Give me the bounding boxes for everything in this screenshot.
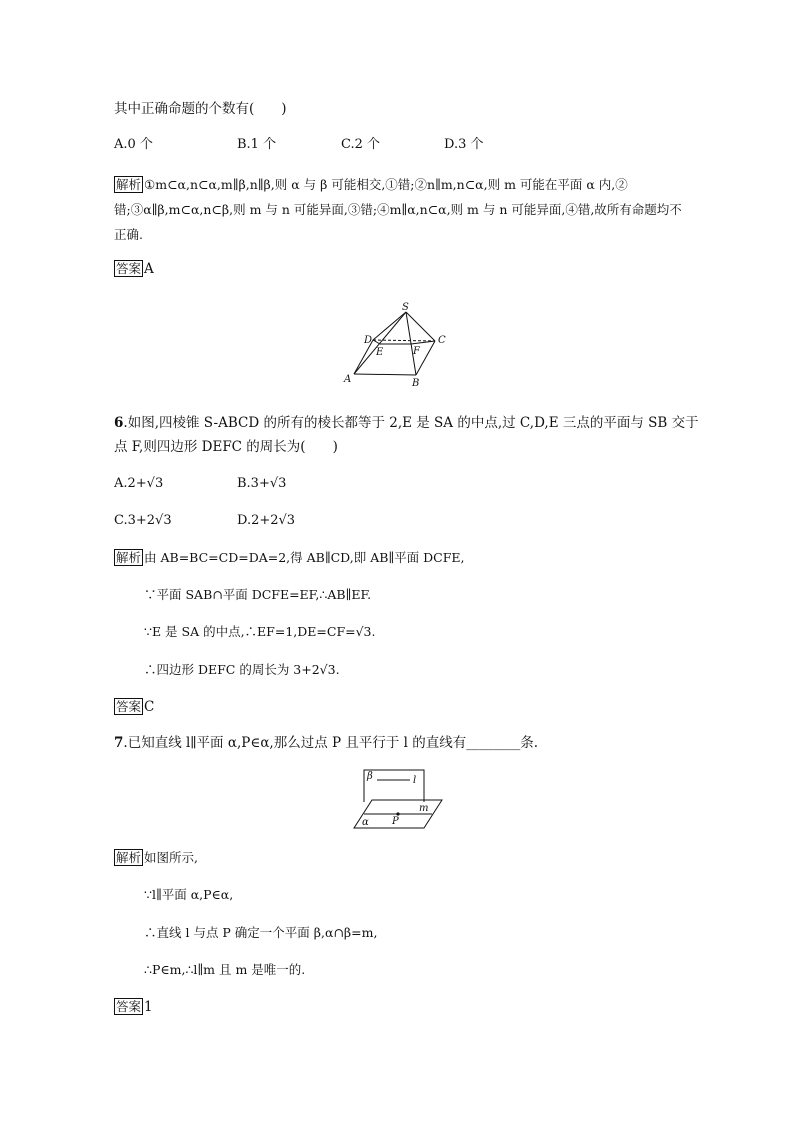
label-c: C — [438, 335, 446, 346]
label-e: E — [376, 347, 384, 358]
q6-analysis-line3: ∵E 是 SA 的中点,∴EF=1,DE=CF=√3. — [144, 624, 376, 639]
answer-tag: 答案 — [116, 699, 142, 714]
q6-analysis-line2: ∵平面 SAB∩平面 DCFE=EF,∴AB∥EF. — [144, 587, 372, 602]
label-l: l — [413, 775, 417, 786]
q6-analysis-text1: 由 AB=BC=CD=DA=2,得 AB∥CD,即 AB∥平面 DCFE, — [144, 550, 465, 565]
q6-option-a: A.2+√3 — [114, 476, 164, 491]
label-m: m — [419, 803, 429, 814]
answer-tag: 答案 — [116, 999, 142, 1014]
q5-stem-tail: 其中正确命题的个数有( ) — [114, 101, 287, 117]
q5-option-b: B.1 个 — [237, 137, 277, 152]
label-a: A — [344, 374, 352, 385]
q7-answer — [114, 997, 153, 1017]
q5-option-c: C.2 个 — [341, 137, 381, 152]
analysis-tag: 解析 — [116, 850, 142, 865]
answer-tag: 答案 — [116, 261, 142, 276]
label-b: B — [412, 378, 420, 389]
label-s: S — [402, 302, 409, 313]
pyramid-figure — [340, 298, 460, 390]
q7-analysis-line4: ∴P∈m,∴l∥m 且 m 是唯一的. — [144, 962, 306, 977]
q5-analysis — [114, 172, 682, 247]
q6-option-d: D.2+2√3 — [237, 513, 296, 528]
q7-analysis-line3: ∴直线 l 与点 P 确定一个平面 β,α∩β=m, — [144, 925, 378, 940]
q6-stem-line1 — [114, 413, 699, 433]
q5-option-d: D.3 个 — [444, 137, 484, 152]
label-f: F — [413, 346, 420, 357]
label-d: D — [364, 335, 373, 346]
q5-answer — [114, 259, 154, 279]
q5-answer-value: A — [144, 261, 154, 277]
q5-option-a: A.0 个 — [114, 137, 153, 152]
q7-answer-value: 1 — [144, 999, 153, 1015]
q6-option-b: B.3+√3 — [237, 476, 287, 491]
planes-figure — [350, 768, 446, 832]
q7-number: 7 — [114, 735, 124, 751]
label-p: P — [392, 816, 399, 827]
label-beta: β — [367, 771, 373, 782]
label-alpha: α — [362, 817, 369, 828]
q7-stem — [114, 733, 538, 753]
q6-analysis-line1 — [114, 548, 465, 568]
q6-stem-line2: 点 F,则四边形 DEFC 的周长为( ) — [114, 439, 338, 455]
q7-analysis-text1: 如图所示, — [144, 850, 198, 865]
analysis-tag: 解析 — [116, 177, 142, 192]
q6-analysis-line4: ∴四边形 DEFC 的周长为 3+2√3. — [144, 662, 340, 677]
q7-analysis-line1 — [114, 848, 198, 868]
q6-stem-text1: .如图,四棱锥 S-ABCD 的所有的棱长都等于 2,E 是 SA 的中点,过 C,D,E 三点的平面与 SB 交于 — [123, 415, 699, 431]
q5-analysis-text: ①m⊂α,n⊂α,m∥β,n∥β,则 α 与 β 可能相交,①错;②n∥m,n⊂α,则 m 可能在平面 α 内,②错;③α∥β,m⊂α,n⊂β,则 m 与 n 可能异面,③错;④m∥α,n⊂α,则 m 与 n 可能异面,④错,故所有命题均不正确. — [114, 177, 682, 242]
q7-stem-text: .已知直线 l∥平面 α,P∈α,那么过点 P 且平行于 l 的直线有________条. — [123, 735, 539, 751]
q7-analysis-line2: ∵l∥平面 α,P∈α, — [144, 887, 234, 902]
q6-answer-value: C — [144, 699, 155, 715]
analysis-tag: 解析 — [116, 550, 142, 565]
q6-answer — [114, 697, 154, 717]
q6-number: 6 — [114, 415, 124, 431]
q6-option-c: C.3+2√3 — [114, 513, 172, 528]
